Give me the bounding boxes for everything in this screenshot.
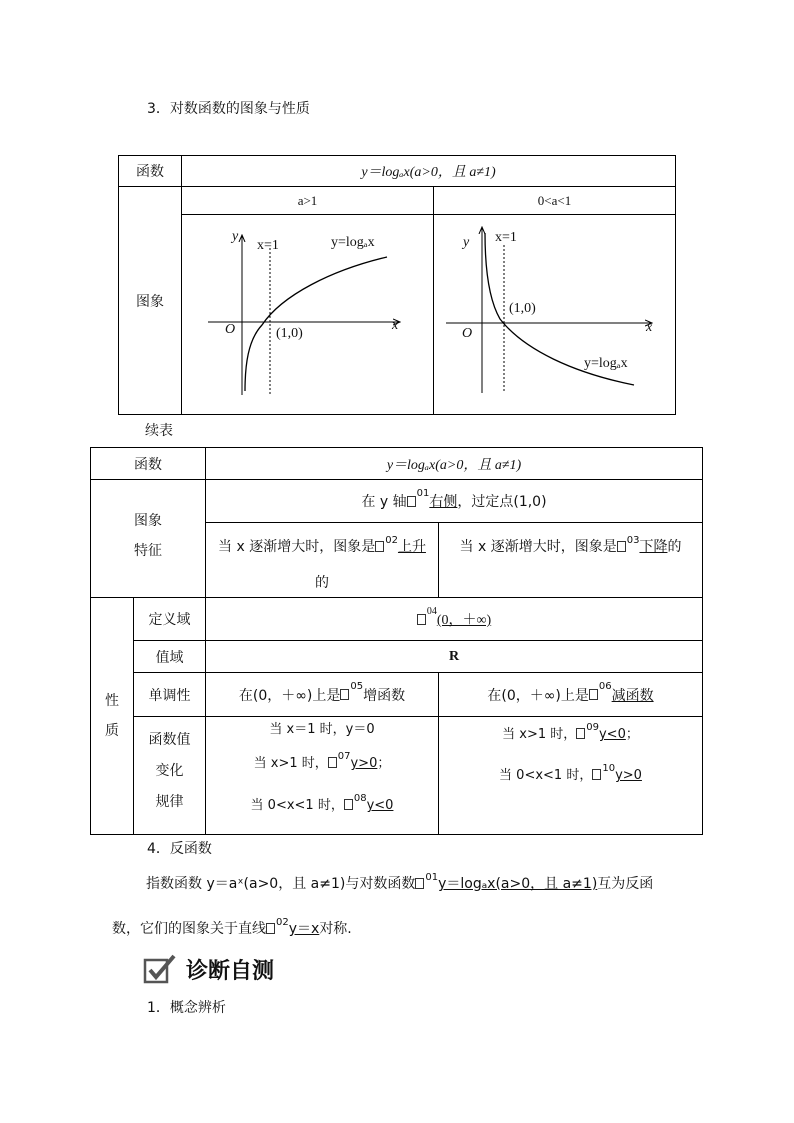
value-change-label-line1: 函数值 (148, 732, 191, 748)
feature-label (91, 506, 205, 566)
section-4-paragraph-line1: 指数函数 y＝aˣ(a>0，且 a≠1)与对数函数 $^{01}$y＝logₐx(a>0，且 a≠1)互为反函 (146, 872, 654, 892)
value-change-label-line3: 规律 (155, 794, 184, 810)
value-change-left (206, 716, 438, 828)
g1-x-label: x (392, 318, 399, 333)
feature-right: 当 x 逐渐增大时，图象是 $^{03}$下降的 (459, 535, 682, 555)
change-left-line3: 当 0<x<1 时， $^{08}$y<0 (250, 793, 394, 813)
t1-func-label: 函数 (136, 164, 164, 180)
g2-point-label: (1,0) (509, 301, 536, 316)
g2-vline-label: x=1 (495, 230, 517, 245)
change-right-line1: 当 x>1 时， $^{09}$y<0； (502, 722, 639, 742)
g2-curve-label: y=logₐx (584, 356, 628, 371)
g2-y-label: y (463, 235, 470, 250)
g1-origin-label: O (225, 322, 236, 337)
property-label (91, 686, 133, 746)
t1-graph-label: 图象 (136, 293, 164, 310)
feature-common: 在 y 轴 01 右侧 ，过定点(1,0) (361, 487, 547, 510)
monotonicity-left: 在(0，＋∞)上是 05 增函数 (238, 681, 406, 704)
monotonicity-right: 在(0，＋∞)上是 06 减函数 (487, 681, 654, 704)
domain-value: 04 (0，＋∞) (206, 598, 702, 640)
section-4-title: 4．反函数 (147, 841, 212, 857)
feature-label-line1: 图象 (134, 513, 162, 529)
domain-label: 定义域 (148, 612, 191, 628)
change-right-line2: 当 0<x<1 时， $^{10}$y>0 (499, 763, 642, 783)
checkbox-check-icon (143, 954, 177, 984)
graph-log-increasing (182, 215, 433, 414)
range-value: R (448, 648, 460, 664)
change-left-line1: 当 x＝1 时，y＝0 (269, 722, 375, 737)
range-label: 值域 (155, 649, 184, 666)
g1-curve-label: y=logₐx (331, 235, 375, 250)
log-curve (245, 257, 387, 391)
value-change-right (439, 716, 702, 798)
feature-label-line2: 特征 (134, 543, 162, 559)
section-4-paragraph-line2: 数，它们的图象关于直线 $^{02}$y＝x对称. (112, 917, 352, 937)
change-left-line2: 当 x>1 时， $^{07}$y>0； (253, 751, 391, 771)
t2-func-def: y＝logₐx(a>0，且 a≠1) (386, 457, 522, 473)
value-change-label (134, 725, 205, 818)
g2-x-label: x (646, 320, 653, 335)
g2-origin-label: O (462, 326, 473, 341)
diagnosis-title: 诊断自测 (186, 959, 275, 984)
section-3-title: 3．对数函数的图象与性质 (147, 101, 310, 117)
t1-col-a-gt1: a>1 (297, 192, 318, 208)
t1-col-a-lt1: 0<a<1 (537, 192, 572, 208)
t2-func-label: 函数 (134, 456, 162, 473)
g1-point-label: (1,0) (276, 326, 303, 341)
monotonicity-label: 单调性 (148, 687, 191, 704)
property-label-line2: 质 (105, 723, 119, 739)
continued-label: 续表 (145, 423, 173, 439)
feature-left: 当 x 逐渐增大时，图象是 $^{02}$上升 的 (218, 535, 426, 591)
item-1-title: 1．概念辨析 (147, 1000, 226, 1016)
t1-func-def: y＝logₐx(a>0，且 a≠1) (361, 165, 496, 180)
graph-log-decreasing (434, 215, 675, 414)
value-change-label-line2: 变化 (155, 763, 184, 779)
g1-vline-label: x=1 (257, 238, 279, 253)
property-label-line1: 性 (105, 693, 119, 709)
g1-y-label: y (232, 229, 239, 244)
